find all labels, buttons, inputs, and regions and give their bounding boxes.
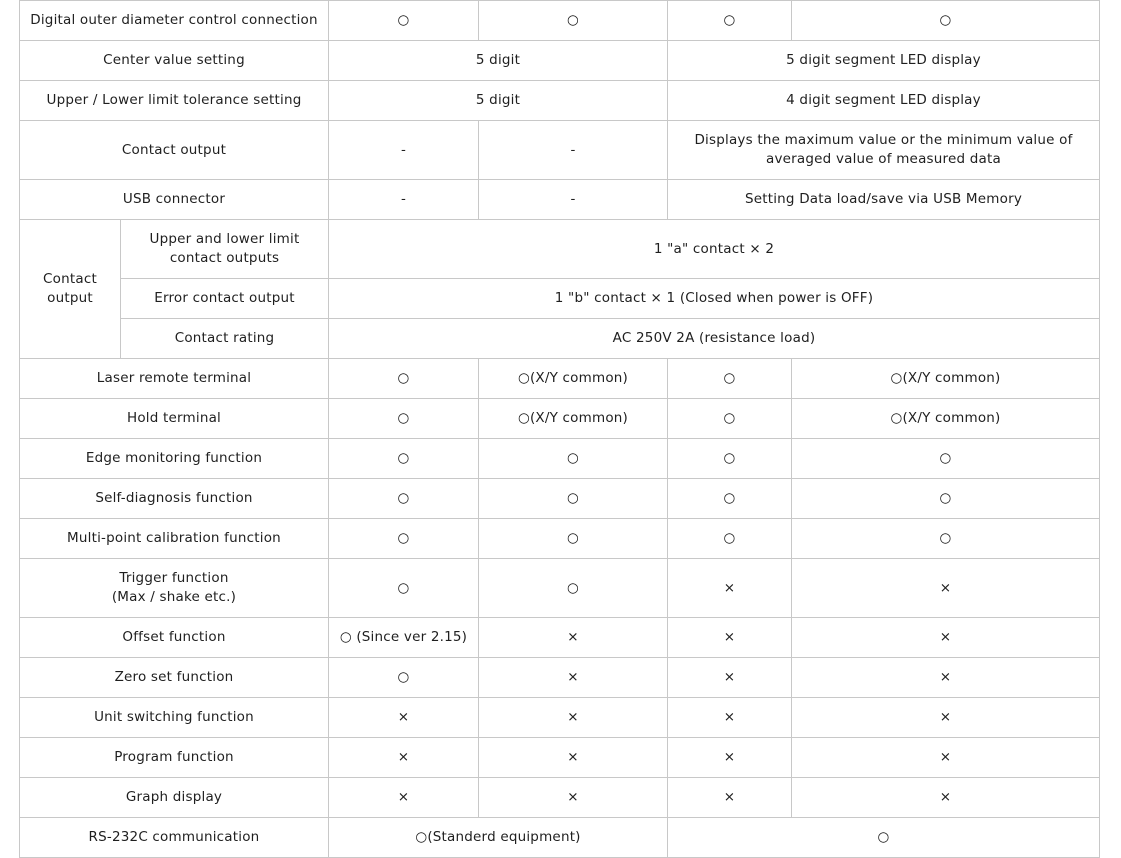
table-row	[20, 41, 1100, 81]
table-cell: ○	[792, 439, 1100, 479]
table-row	[20, 121, 1100, 180]
table-cell: -	[329, 180, 479, 220]
row-label: Unit switching function	[20, 698, 329, 738]
table-cell: ○	[329, 439, 479, 479]
table-cell: ×	[792, 559, 1100, 618]
table-cell: ○	[479, 519, 668, 559]
row-label: USB connector	[20, 180, 329, 220]
table-row	[20, 658, 1100, 698]
table-cell: ○	[668, 399, 792, 439]
table-cell: ○	[668, 359, 792, 399]
table-row	[20, 778, 1100, 818]
table-cell: 5 digit segment LED display	[668, 41, 1100, 81]
row-label: Offset function	[20, 618, 329, 658]
table-cell: ○	[329, 519, 479, 559]
row-label: Self-diagnosis function	[20, 479, 329, 519]
table-cell: 5 digit	[329, 41, 668, 81]
row-label: Contact rating	[121, 319, 329, 359]
row-label: Center value setting	[20, 41, 329, 81]
row-label: Edge monitoring function	[20, 439, 329, 479]
table-row	[20, 818, 1100, 858]
table-cell: 1 "b" contact × 1 (Closed when power is OFF)	[329, 279, 1100, 319]
table-cell: ×	[479, 778, 668, 818]
table-row	[20, 698, 1100, 738]
row-label: Program function	[20, 738, 329, 778]
row-label-line: (Max / shake etc.)	[111, 589, 237, 605]
table-cell: ×	[479, 618, 668, 658]
table-cell: ○	[479, 479, 668, 519]
table-cell: ×	[329, 738, 479, 778]
table-row	[20, 559, 1100, 618]
row-label: Multi-point calibration function	[20, 519, 329, 559]
table-cell: ×	[668, 559, 792, 618]
table-row	[20, 81, 1100, 121]
table-cell: ○(X/Y common)	[792, 359, 1100, 399]
table-cell: ○	[479, 439, 668, 479]
table-cell: ×	[329, 698, 479, 738]
table-cell: ○	[479, 559, 668, 618]
table-cell: ○	[329, 658, 479, 698]
table-cell: AC 250V 2A (resistance load)	[329, 319, 1100, 359]
table-cell: ○	[792, 519, 1100, 559]
row-label: Contact output	[20, 121, 329, 180]
table-cell: Displays the maximum value or the minimum value of averaged value of measured data	[668, 121, 1100, 180]
table-cell: ○	[329, 559, 479, 618]
table-cell: ×	[792, 618, 1100, 658]
table-cell: ×	[668, 618, 792, 658]
row-label-line: Trigger function	[119, 570, 229, 586]
group-label: Contact output	[20, 220, 121, 359]
table-cell: ○	[329, 1, 479, 41]
table-cell: ×	[792, 738, 1100, 778]
table-cell: 5 digit	[329, 81, 668, 121]
table-cell: ○(Standerd equipment)	[329, 818, 668, 858]
row-label: RS-232C communication	[20, 818, 329, 858]
table-cell: ×	[792, 698, 1100, 738]
table-cell: -	[329, 121, 479, 180]
table-cell: ○	[329, 479, 479, 519]
table-cell: 4 digit segment LED display	[668, 81, 1100, 121]
table-cell: ×	[479, 698, 668, 738]
table-cell: ○(X/Y common)	[479, 399, 668, 439]
row-label: Upper and lower limit contact outputs	[121, 220, 329, 279]
table-cell: ×	[479, 738, 668, 778]
table-cell: -	[479, 121, 668, 180]
table-row	[20, 319, 1100, 359]
table-cell: ○(X/Y common)	[792, 399, 1100, 439]
table-row	[20, 479, 1100, 519]
row-label: Upper / Lower limit tolerance setting	[20, 81, 329, 121]
table-cell: ×	[668, 738, 792, 778]
spec-table	[19, 0, 1100, 858]
table-cell: ○	[792, 479, 1100, 519]
row-label: Error contact output	[121, 279, 329, 319]
table-row	[20, 399, 1100, 439]
table-cell: ○	[668, 818, 1100, 858]
table-cell: ○(X/Y common)	[479, 359, 668, 399]
table-row	[20, 1, 1100, 41]
table-cell: ×	[792, 778, 1100, 818]
table-row	[20, 220, 1100, 279]
table-cell: ○	[479, 1, 668, 41]
table-row	[20, 519, 1100, 559]
row-label	[20, 559, 329, 618]
table-cell: ×	[329, 778, 479, 818]
table-row	[20, 279, 1100, 319]
table-cell: 1 "a" contact × 2	[329, 220, 1100, 279]
table-row	[20, 439, 1100, 479]
table-cell: ○	[329, 399, 479, 439]
row-label: Digital outer diameter control connection	[20, 1, 329, 41]
row-label: Zero set function	[20, 658, 329, 698]
table-cell: ×	[668, 658, 792, 698]
table-cell: ○ (Since ver 2.15)	[329, 618, 479, 658]
table-row	[20, 180, 1100, 220]
table-cell: ○	[668, 439, 792, 479]
table-cell: ○	[668, 1, 792, 41]
row-label: Graph display	[20, 778, 329, 818]
row-label: Laser remote terminal	[20, 359, 329, 399]
table-cell: ○	[668, 479, 792, 519]
table-cell: ×	[668, 778, 792, 818]
row-label: Hold terminal	[20, 399, 329, 439]
table-row	[20, 359, 1100, 399]
table-cell: ×	[668, 698, 792, 738]
table-cell: ○	[668, 519, 792, 559]
table-cell: ○	[329, 359, 479, 399]
table-cell: ×	[792, 658, 1100, 698]
table-row	[20, 618, 1100, 658]
table-row	[20, 738, 1100, 778]
table-cell: -	[479, 180, 668, 220]
table-cell: Setting Data load/save via USB Memory	[668, 180, 1100, 220]
table-cell: ○	[792, 1, 1100, 41]
table-cell: ×	[479, 658, 668, 698]
